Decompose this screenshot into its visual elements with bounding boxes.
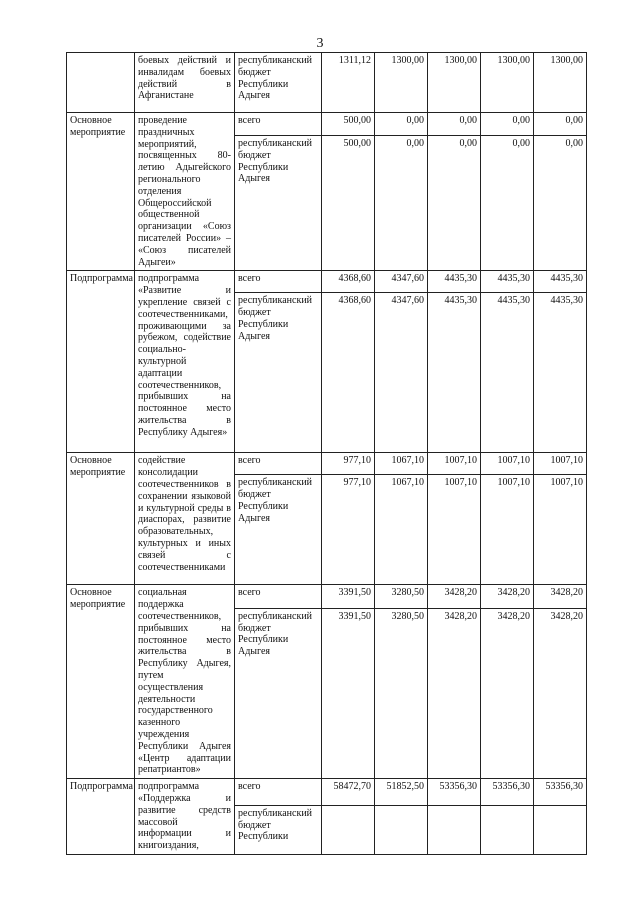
value-cell: 1300,00	[375, 53, 428, 113]
row-type-cell: Основное мероприятие	[67, 585, 135, 779]
row-description-cell: содействие консолидации соотечественников в сохранении языковой и культурной среды в диаспорах, развитие образовательных, культурных и иных связей с соотечественниками	[135, 453, 235, 585]
value-cell: 3428,20	[534, 608, 587, 778]
value-cell: 500,00	[322, 135, 375, 270]
total-label-cell: всего	[235, 453, 322, 475]
funding-source-cell: республиканский бюджет Республики Адыгея	[235, 293, 322, 453]
row-description-cell: подпрограмма «Развитие и укрепление связей с соотечественниками, проживающими за рубежом, содействие социально-культурной адаптации соотечественников, прибывших на постоянное место жительства в Республику Адыгея»	[135, 271, 235, 453]
total-label-cell: всего	[235, 113, 322, 136]
value-cell: 3428,20	[481, 608, 534, 778]
total-value-cell: 4435,30	[534, 271, 587, 293]
total-value-cell: 0,00	[375, 113, 428, 136]
table-row	[67, 453, 587, 475]
total-value-cell: 977,10	[322, 453, 375, 475]
total-value-cell: 4435,30	[481, 271, 534, 293]
funding-source-cell: республиканский бюджет Республики Адыгея	[235, 53, 322, 113]
page-number: 3	[316, 36, 324, 51]
table-row	[67, 585, 587, 608]
value-cell: 4435,30	[428, 293, 481, 453]
funding-source-cell: республиканский бюджет Республики	[235, 805, 322, 854]
row-type-cell: Основное мероприятие	[67, 453, 135, 585]
total-value-cell: 53356,30	[534, 779, 587, 806]
row-type-cell: Подпрограмма	[67, 271, 135, 453]
total-value-cell: 58472,70	[322, 779, 375, 806]
total-label-cell: всего	[235, 271, 322, 293]
total-value-cell: 3391,50	[322, 585, 375, 608]
total-value-cell: 53356,30	[481, 779, 534, 806]
value-cell: 0,00	[481, 135, 534, 270]
table-row	[67, 779, 587, 806]
total-value-cell: 0,00	[428, 113, 481, 136]
funding-source-cell: республиканский бюджет Республики Адыгея	[235, 475, 322, 585]
value-cell: 4368,60	[322, 293, 375, 453]
value-cell: 1300,00	[428, 53, 481, 113]
value-cell: 0,00	[534, 135, 587, 270]
value-cell: 1007,10	[428, 475, 481, 585]
row-description-cell: проведение праздничных мероприятий, посвященных 80-летию Адыгейского регионального отделения Общероссийской общественной организации «Союз писателей России» – «Союз писателей Адыгеи»	[135, 113, 235, 271]
total-value-cell: 3428,20	[481, 585, 534, 608]
total-label-cell: всего	[235, 585, 322, 608]
total-value-cell: 51852,50	[375, 779, 428, 806]
total-value-cell: 1007,10	[481, 453, 534, 475]
row-description-cell: социальная поддержка соотечественников, прибывших на постоянное место жительства в Республику Адыгея, путем осуществления деятельности государственного казенного учреждения Республики Адыгея «Центр адаптации репатриантов»	[135, 585, 235, 779]
value-cell: 3391,50	[322, 608, 375, 778]
total-value-cell: 4435,30	[428, 271, 481, 293]
value-cell: 0,00	[428, 135, 481, 270]
table-row	[67, 113, 587, 136]
value-cell: 1300,00	[481, 53, 534, 113]
value-cell	[534, 805, 587, 854]
value-cell: 4435,30	[534, 293, 587, 453]
value-cell	[428, 805, 481, 854]
value-cell: 1300,00	[534, 53, 587, 113]
table-row	[67, 271, 587, 293]
value-cell: 1311,12	[322, 53, 375, 113]
value-cell: 0,00	[375, 135, 428, 270]
total-value-cell: 1007,10	[534, 453, 587, 475]
row-type-cell: Подпрограмма	[67, 779, 135, 855]
row-type-cell	[67, 53, 135, 113]
total-value-cell: 1007,10	[428, 453, 481, 475]
total-value-cell: 4368,60	[322, 271, 375, 293]
budget-table	[66, 52, 587, 855]
total-value-cell: 3428,20	[534, 585, 587, 608]
total-value-cell: 3280,50	[375, 585, 428, 608]
value-cell: 3428,20	[428, 608, 481, 778]
value-cell: 1007,10	[481, 475, 534, 585]
total-value-cell: 500,00	[322, 113, 375, 136]
value-cell: 4347,60	[375, 293, 428, 453]
value-cell	[322, 805, 375, 854]
total-value-cell: 1067,10	[375, 453, 428, 475]
value-cell: 1007,10	[534, 475, 587, 585]
total-value-cell: 0,00	[481, 113, 534, 136]
funding-source-cell: республиканский бюджет Республики Адыгея	[235, 135, 322, 270]
row-type-cell: Основное мероприятие	[67, 113, 135, 271]
value-cell: 977,10	[322, 475, 375, 585]
value-cell: 3280,50	[375, 608, 428, 778]
total-value-cell: 0,00	[534, 113, 587, 136]
row-description-cell: подпрограмма «Поддержка и развитие средств массовой информации и книгоиздания,	[135, 779, 235, 855]
funding-source-cell: республиканский бюджет Республики Адыгея	[235, 608, 322, 778]
value-cell: 4435,30	[481, 293, 534, 453]
value-cell	[375, 805, 428, 854]
total-value-cell: 4347,60	[375, 271, 428, 293]
row-description-cell: боевых действий и инвалидам боевых действий в Афганистане	[135, 53, 235, 113]
value-cell: 1067,10	[375, 475, 428, 585]
total-value-cell: 3428,20	[428, 585, 481, 608]
table-row	[67, 53, 587, 113]
total-label-cell: всего	[235, 779, 322, 806]
total-value-cell: 53356,30	[428, 779, 481, 806]
value-cell	[481, 805, 534, 854]
